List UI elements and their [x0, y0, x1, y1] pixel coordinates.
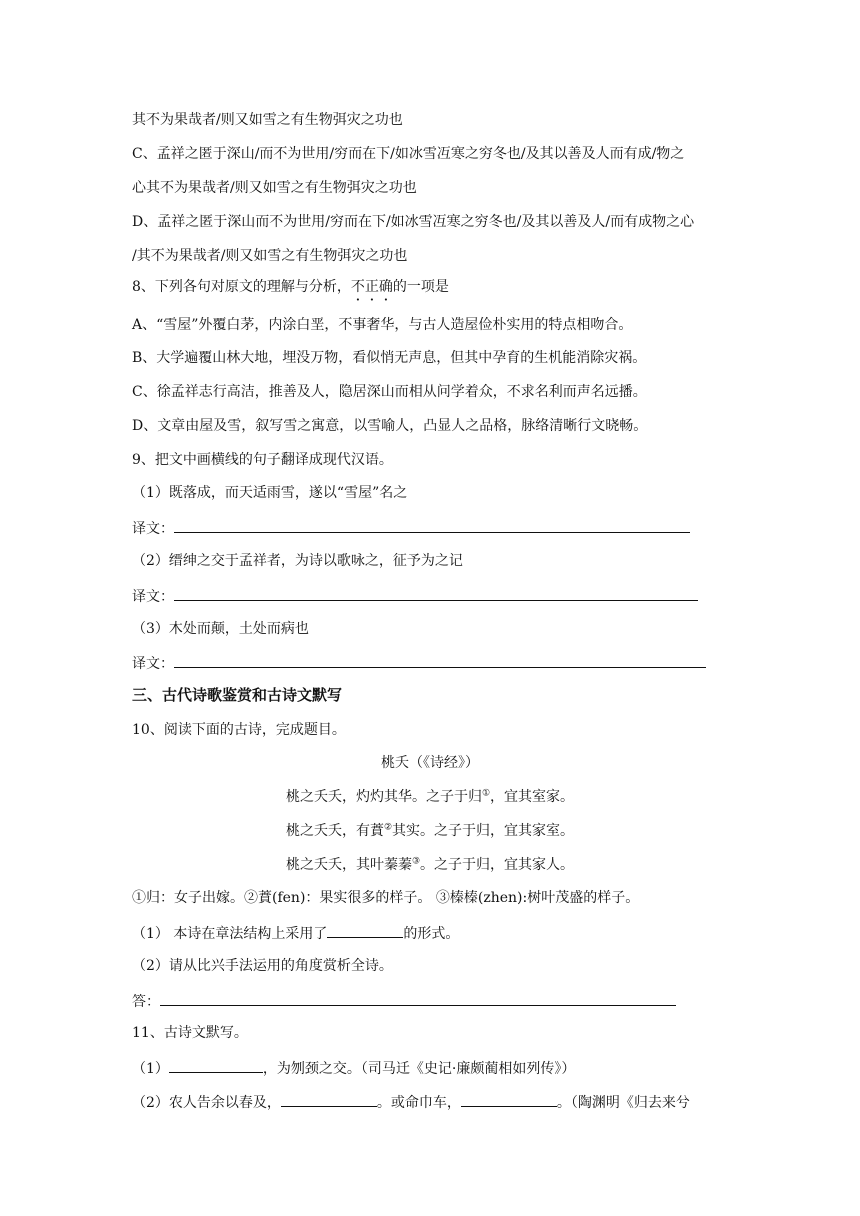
question-11-stem: 11、古诗文默写。 — [132, 1025, 248, 1041]
answer-blank[interactable] — [160, 990, 676, 1006]
option-d: D、孟祥之匿于深山而不为世用/穷而在下/如冰雪冱寒之穷冬也/及其以善及人/而有成物之心 — [132, 214, 695, 230]
sub-question: （2）缙绅之交于孟祥者，为诗以歌咏之，征予为之记 — [132, 553, 463, 569]
option-d: D、文章由屋及雪，叙写雪之寓意，以雪喻人，凸显人之品格，脉络清晰行文晓畅。 — [132, 418, 648, 434]
answer-blank[interactable] — [174, 585, 698, 601]
option-c: C、孟祥之匿于深山/而不为世用/穷而在下/如冰雪冱寒之穷冬也/及其以善及人而有成/物之 — [132, 146, 685, 162]
fill-blank[interactable] — [327, 922, 403, 938]
text-line: 心其不为果哉者/则又如雪之有生物弭灾之功也 — [132, 180, 417, 196]
poem-notes: ①归：女子出嫁。②蕡(fen)：果实很多的样子。 ③榛榛(zhen):树叶茂盛的样子。 — [132, 890, 640, 906]
option-b: B、大学遍覆山林大地，埋没万物，看似悄无声息，但其中孕育的生机能消除灾祸。 — [132, 350, 647, 366]
poem-line: 桃之夭夭，有蕡②其实。之子于归，宜其家室。 — [285, 822, 575, 839]
recitation-item: （2）农人告余以春及， 。或命巾车， 。（陶渊明《归去来兮 — [132, 1091, 690, 1113]
sub-question: （3）木处而颠，土处而病也 — [132, 621, 309, 637]
fill-blank[interactable] — [281, 1091, 377, 1107]
option-a: A、“雪屋”外覆白茅，内涂白垩，不事奢华，与古人造屋俭朴实用的特点相吻合。 — [132, 317, 633, 333]
poem-title: 桃夭（《诗经》） — [381, 755, 479, 771]
answer-line: 译文： — [132, 585, 698, 607]
footnote-marker: ① — [481, 788, 491, 799]
footnote-marker: ③ — [411, 856, 421, 867]
question-9-stem: 9、把文中画横线的句子翻译成现代汉语。 — [132, 452, 393, 468]
fill-blank[interactable] — [169, 1057, 263, 1073]
answer-line: 答： — [132, 990, 676, 1012]
stem-text: 的一项是 — [392, 279, 449, 295]
text-line: /其不为果哉者/则又如雪之有生物弭灾之功也 — [132, 248, 408, 264]
poem-line: 桃之夭夭，灼灼其华。之子于归①，宜其室家。 — [285, 788, 575, 805]
fill-blank[interactable] — [461, 1091, 557, 1107]
section-heading: 三、古代诗歌鉴赏和古诗文默写 — [132, 686, 343, 704]
poem-line: 桃之夭夭，其叶蓁蓁③。之子于归，宜其家人。 — [285, 856, 575, 873]
answer-line: 译文： — [132, 517, 690, 539]
answer-blank[interactable] — [174, 517, 690, 533]
text-line: 其不为果哉者/则又如雪之有生物弭灾之功也 — [132, 112, 403, 128]
stem-text: 8、下列各句对原文的理解与分析， — [132, 279, 351, 295]
answer-blank[interactable] — [174, 652, 706, 668]
question-8-stem — [132, 277, 449, 297]
answer-line: 译文： — [132, 652, 706, 674]
question-10-stem: 10、阅读下面的古诗，完成题目。 — [132, 722, 346, 738]
footnote-marker: ② — [383, 822, 393, 833]
sub-question: （2）请从比兴手法运用的角度赏析全诗。 — [132, 958, 393, 974]
sub-question: （1）既落成，而天适雨雪，遂以“雪屋”名之 — [132, 485, 408, 501]
emphasis-dotted: 不正确 — [350, 279, 393, 295]
sub-question: （1） 本诗在章法结构上采用了 的形式。 — [132, 922, 459, 944]
recitation-item: （1） ，为刎颈之交。（司马迁《史记·廉颇蔺相如列传》） — [132, 1057, 575, 1079]
option-c: C、徐孟祥志行高洁，推善及人，隐居深山而相从问学着众，不求名利而声名远播。 — [132, 384, 647, 400]
